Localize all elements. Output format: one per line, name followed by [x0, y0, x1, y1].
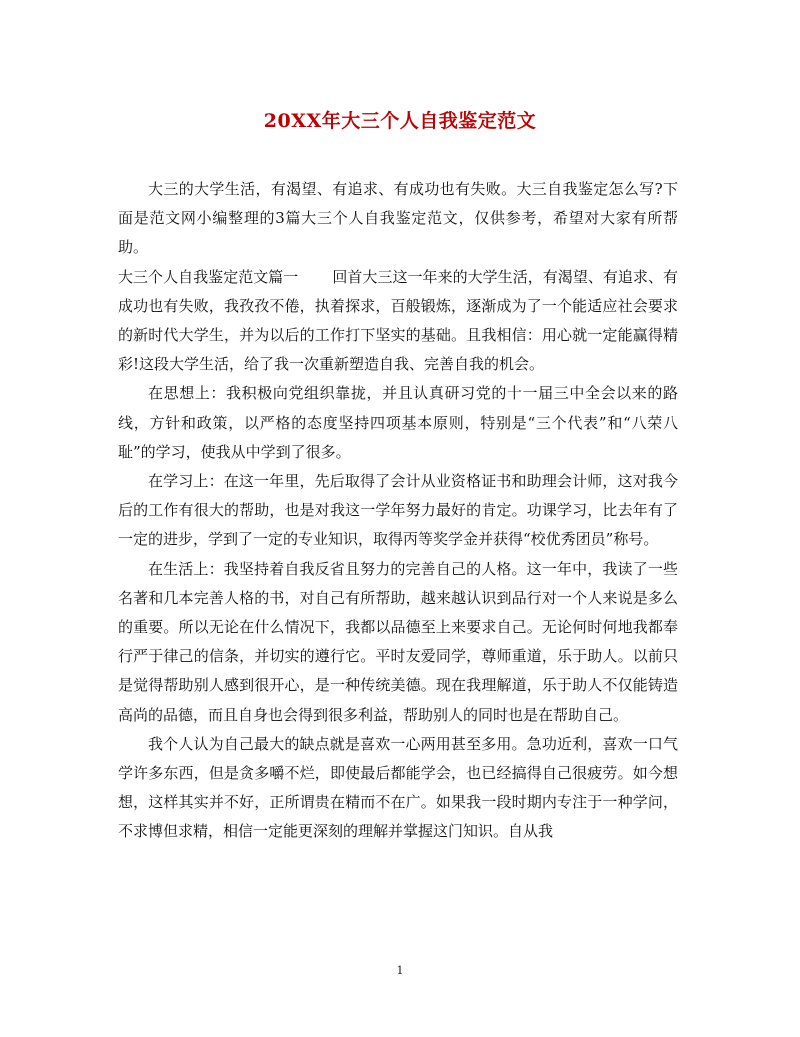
paragraph-section-one [118, 263, 678, 380]
paragraph-shortcoming: 我个人认为自己最大的缺点就是喜欢一心两用甚至多用。急功近利，喜欢一口气学许多东西，但是贪多嚼不烂，即使最后都能学会，也已经搞得自己很疲劳。如今想想，这样其实并不好，正所谓贵在精而不在广。如果我一段时期内专注于一种学问，不求博但求精，相信一定能更深刻的理解并掌握这门知识。自从我 [118, 734, 678, 841]
page-number: 1 [396, 964, 404, 977]
paragraph-ideology: 在思想上：我积极向党组织靠拢，并且认真研习党的十一届三中全会以来的路线，方针和政策，以严格的态度坚持四项基本原则，特别是“三个代表”和“八荣八耻”的学习，使我从中学到了很多。 [118, 384, 678, 461]
section-one-text: 回首大三这一年来的大学生活，有渴望、有追求、有成功也有失败，我孜孜不倦，执着探求，百般锻炼，逐渐成为了一个能适应社会要求的新时代大学生，并为以后的工作打下坚实的基础。且我相信：用心就一定能赢得精彩!这段大学生活，给了我一次重新塑造自我、完善自我的机会。 [118, 267, 678, 374]
document-title: 20XX年大三个人自我鉴定范文 [263, 110, 537, 132]
paragraph-study: 在学习上：在这一年里，先后取得了会计从业资格证书和助理会计师，这对我今后的工作有很大的帮助，也是对我这一学年努力最好的肯定。功课学习，比去年有了一定的进步，学到了一定的专业知识，取得丙等奖学金并获得“校优秀团员”称号。 [118, 472, 678, 549]
section-heading: 大三个人自我鉴定范文篇一 [118, 267, 299, 286]
paragraph-life: 在生活上：我坚持着自我反省且努力的完善自己的人格。这一年中，我读了一些名著和几本完善人格的书，对自己有所帮助，越来越认识到品行对一个人来说是多么的重要。所以无论在什么情况下，我都以品德至上来要求自己。无论何时何地我都奉行严于律己的信条，并切实的遵行它。平时友爱同学，尊师重道，乐于助人。以前只是觉得帮助别人感到很开心，是一种传统美德。现在我理解道，乐于助人不仅能铸造高尚的品德，而且自身也会得到很多利益，帮助别人的同时也是在帮助自己。 [118, 559, 678, 724]
document-body [118, 175, 678, 847]
paragraph-intro: 大三的大学生活，有渴望、有追求、有成功也有失败。大三自我鉴定怎么写?下面是范文网小编整理的3篇大三个人自我鉴定范文，仅供参考，希望对大家有所帮助。 [118, 180, 678, 257]
